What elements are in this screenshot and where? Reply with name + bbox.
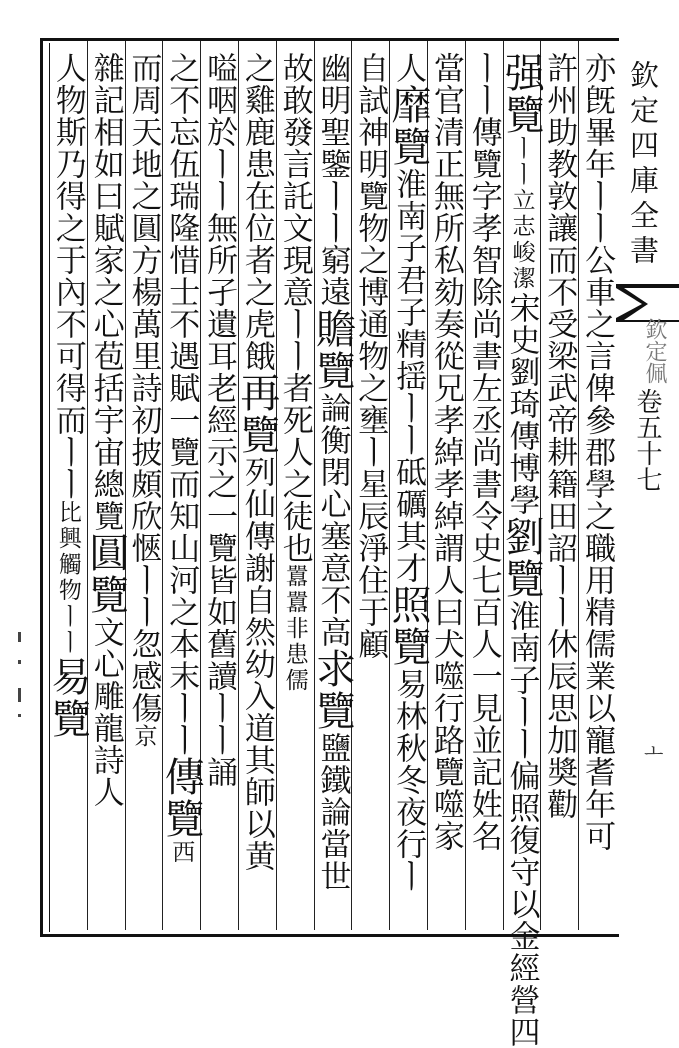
body-text: 幽明聖鑒ㅣㅣ窮遠 bbox=[314, 52, 351, 308]
body-text: 許州助教敦讓而不受梁武帝耕籍田詔ㅣㅣ休辰思加奬勸 bbox=[541, 52, 578, 820]
body-text: 人物斯乃得之于內不可得而ㅣㅣ bbox=[49, 52, 86, 500]
text-column bbox=[426, 52, 466, 914]
body-text: 人 bbox=[390, 52, 427, 84]
body-text: 淮南子君子精揺ㅣㅣ砥礪其才 bbox=[390, 168, 427, 584]
text-column bbox=[158, 52, 205, 914]
body-text: 列仙傳謝自然幼入道其師以黄 bbox=[238, 456, 275, 872]
body-text: 宋史劉琦傳博學 bbox=[503, 292, 540, 516]
text-column bbox=[233, 52, 280, 914]
body-text: 亦旣畢年ㅣㅣ公車之言俾參郡學之職用精儒業以寵耆年可 bbox=[579, 52, 616, 852]
margin-faint-text: 欽定佩 bbox=[642, 318, 667, 384]
body-text: 而周天地之圓方楊萬里詩初披頗欣愜ㅣㅣ忽感傷 bbox=[125, 52, 162, 724]
headword: 强覽 bbox=[498, 52, 545, 136]
text-column bbox=[309, 52, 356, 914]
headword: 再覽 bbox=[233, 372, 280, 456]
text-column bbox=[124, 52, 164, 914]
body-text: 論衡閉心塞意不高 bbox=[314, 392, 351, 648]
text-column bbox=[539, 52, 579, 914]
annotation-text: ㅣㅣ立志峻潔 bbox=[508, 136, 535, 292]
text-column bbox=[350, 52, 390, 914]
text-column bbox=[44, 52, 91, 914]
annotation-text: 京 bbox=[130, 724, 157, 750]
annotation-text: 比興觸物ㅣㅣ bbox=[54, 500, 81, 656]
annotation-text: 囂囂非患儒 bbox=[281, 564, 308, 694]
body-text: 文心雕龍詩人 bbox=[87, 616, 124, 808]
text-column bbox=[82, 52, 129, 914]
body-text: 之雞鹿患在位者之虎餓 bbox=[238, 52, 275, 372]
body-text: 淮南子ㅣㅣ偏照復守以金經營四 bbox=[503, 600, 540, 1048]
text-column bbox=[498, 52, 545, 1048]
headword: 靡覽 bbox=[385, 84, 432, 168]
annotation-text: 西 bbox=[168, 840, 195, 866]
margin-chapter-label: 卷五十七 bbox=[632, 388, 662, 492]
headword: 照覽 bbox=[385, 584, 432, 668]
headword: 圓覽 bbox=[82, 532, 129, 616]
body-text: 故敢發言託文現意ㅣㅣ者死人之徒也 bbox=[276, 52, 313, 564]
body-text: 當官清正無所私劾奏從兄孝綽孝綽謂人曰犬噬行路覽噬家 bbox=[427, 52, 464, 852]
text-column bbox=[464, 52, 504, 914]
text-column bbox=[199, 52, 239, 914]
headword: 劉覽 bbox=[498, 516, 545, 600]
body-text: 雜記相如曰賦家之心苞括宇宙總覽 bbox=[87, 52, 124, 532]
headword: 贍覽 bbox=[309, 308, 356, 392]
body-text: 鹽鐵論當世 bbox=[314, 732, 351, 892]
body-text: 老經示之一覽皆如舊讀ㅣㅣ誦 bbox=[201, 372, 238, 788]
text-column bbox=[275, 52, 315, 914]
body-text: 易林秋冬夜行ㅣ bbox=[390, 668, 427, 892]
body-text: ㅣ星辰淨住于顧 bbox=[352, 436, 389, 660]
headword: 傳覽 bbox=[158, 756, 205, 840]
body-text: 嗌咽於ㅣㅣ無所孑遺耳 bbox=[201, 52, 238, 372]
edge-ink-marks bbox=[8, 630, 38, 730]
text-column bbox=[577, 52, 617, 914]
fishtail-mark bbox=[616, 282, 679, 322]
margin-page-mark: ㅗ bbox=[644, 739, 664, 763]
text-column bbox=[385, 52, 432, 914]
body-text: ㅣㅣ傳覽字孝智除尚書左丞尚書令史七百人一見並記姓名 bbox=[465, 52, 502, 852]
body-text: 之不忘伍瑞隆惜士不遇賦一覽而知山河之本末ㅣㅣ bbox=[163, 52, 200, 756]
headword: 求覽 bbox=[309, 648, 356, 732]
headword: 易覽 bbox=[44, 656, 91, 740]
margin-book-title: 欽定四庫全書 bbox=[626, 60, 660, 270]
body-text: 自試神明覽物之博通物之壅 bbox=[352, 52, 389, 436]
